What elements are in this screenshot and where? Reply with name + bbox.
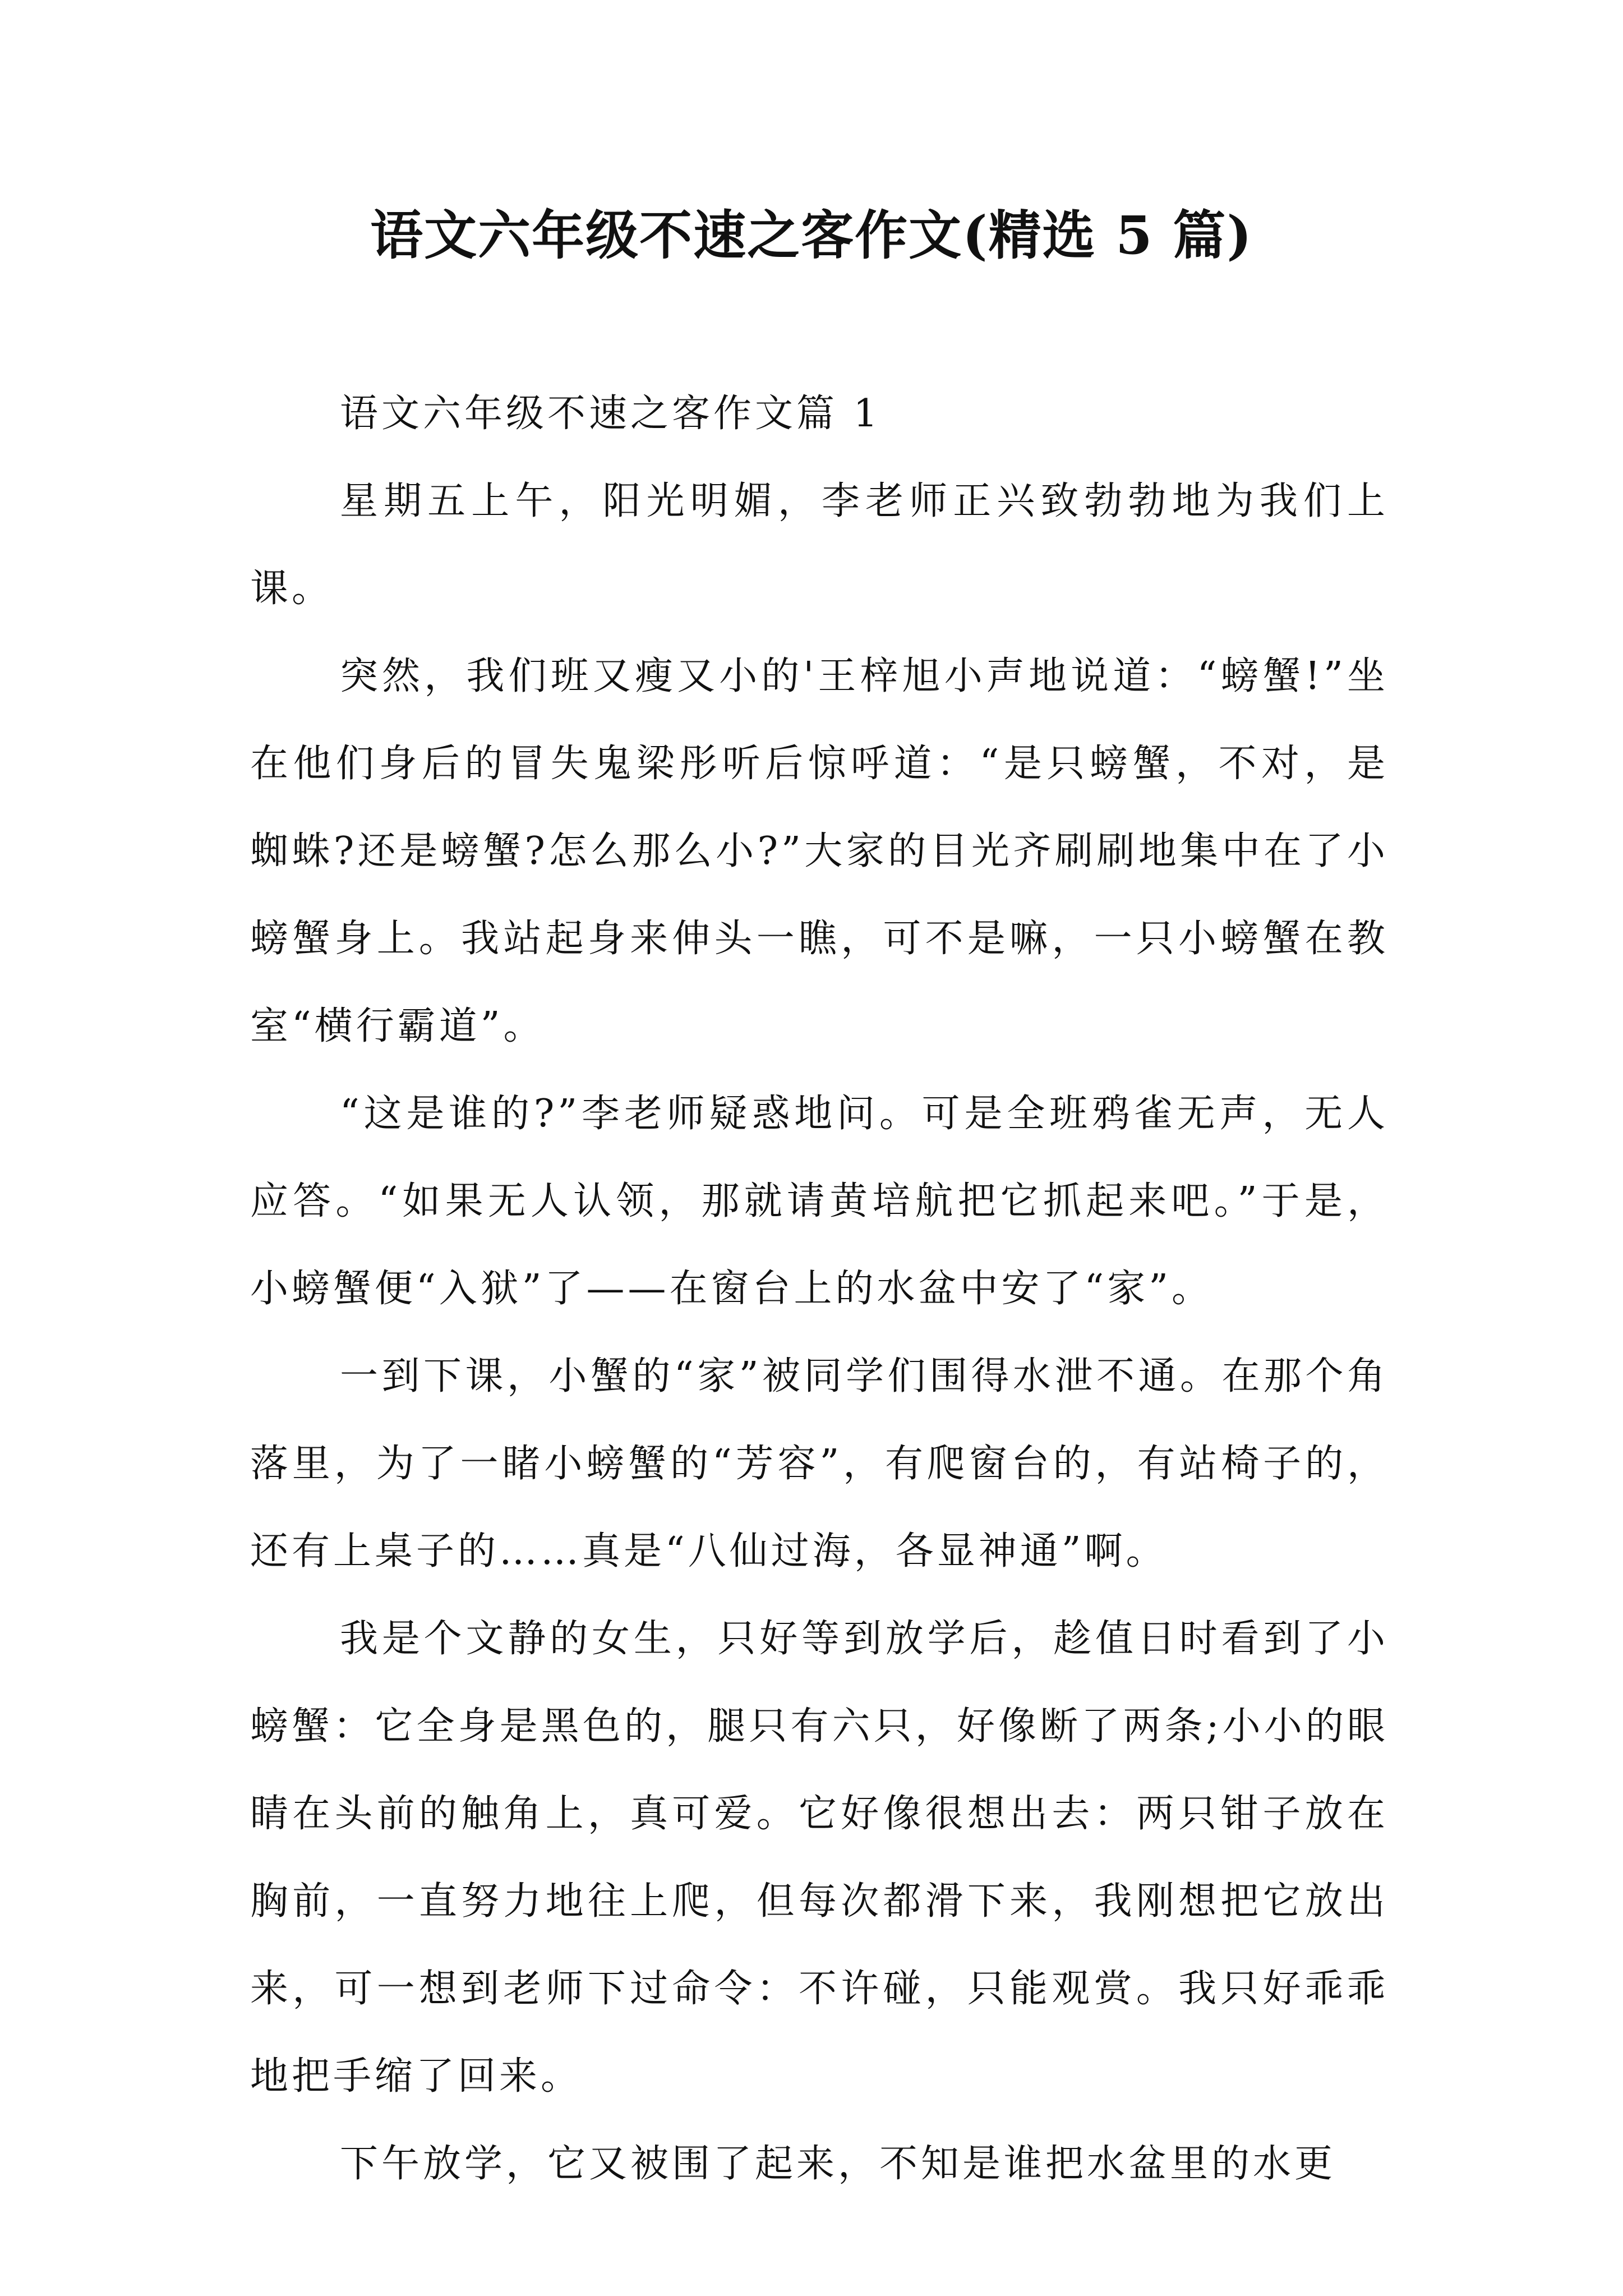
paragraph: 下午放学，它又被围了起来，不知是谁把水盆里的水更 — [340, 2142, 1336, 2186]
paragraph: 突然，我们班又瘦又小的'王梓旭小声地说道：“螃蟹!”坐在他们身后的冒失鬼梁彤听后惊呼道：“是只螃蟹，不对，是蜘蛛?还是螃蟹?怎么那么小?”大家的目光齐刷刷地集中在了小螃蟹身上。我站起身来伸头一瞧，可不是嘛，一只小螃蟹在教室“横行霸道”。 — [250, 654, 1389, 1048]
section-heading: 语文六年级不速之客作文篇 1 — [340, 392, 881, 436]
document-body — [250, 370, 1389, 2208]
paragraph: 一到下课，小蟹的“家”被同学们围得水泄不通。在那个角落里，为了一睹小螃蟹的“芳容”，有爬窗台的，有站椅子的，还有上桌子的……真是“八仙过海，各显神通”啊。 — [250, 1354, 1389, 1573]
paragraph: 我是个文静的女生，只好等到放学后，趁值日时看到了小螃蟹：它全身是黑色的，腿只有六只，好像断了两条;小小的眼睛在头前的触角上，真可爱。它好像很想出去：两只钳子放在胸前，一直努力地往上爬，但每次都滑下来，我刚想把它放出来，可一想到老师下过命令：不许碰，只能观赏。我只好乖乖地把手缩了回来。 — [250, 1617, 1389, 2099]
document-title: 语文六年级不速之客作文(精选 5 篇) — [370, 205, 1253, 266]
paragraph: 星期五上午，阳光明媚，李老师正兴致勃勃地为我们上课。 — [250, 479, 1389, 611]
paragraph: “这是谁的?”李老师疑惑地问。可是全班鸦雀无声，无人应答。“如果无人认领，那就请黄培航把它抓起来吧。”于是，小螃蟹便“入狱”了——在窗台上的水盆中安了“家”。 — [250, 1092, 1389, 1311]
